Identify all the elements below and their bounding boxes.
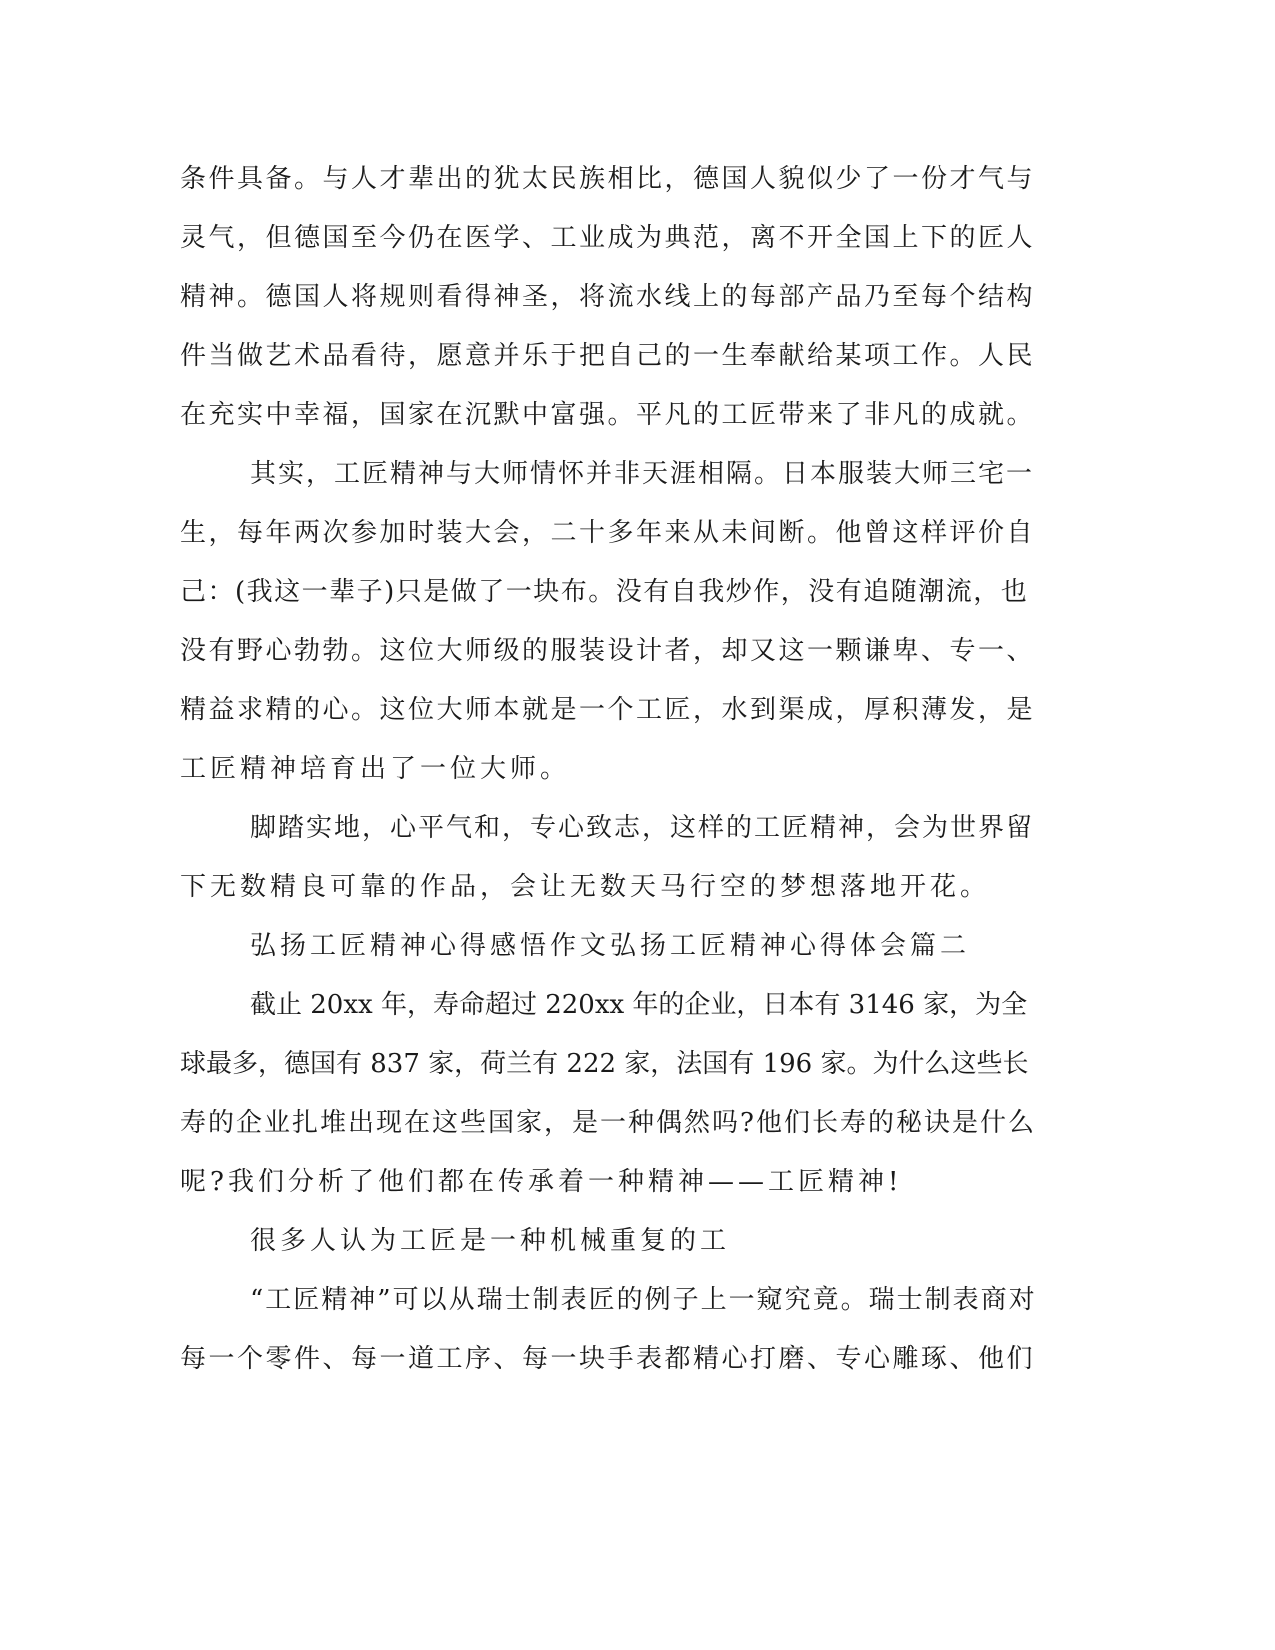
text-line: 每一个零件、每一道工序、每一块手表都精心打磨、专心雕琢、他们 [180,1344,1036,1374]
text-line: 在充实中幸福，国家在沉默中富强。平凡的工匠带来了非凡的成就。 [180,400,1036,430]
text-line: 球最多，德国有 837 家，荷兰有 222 家，法国有 196 家。为什么这些长 [180,1049,1029,1079]
text-line: 没有野心勃勃。这位大师级的服装设计者，却又这一颗谦卑、专一、 [180,636,1036,666]
text-line: “工匠精神”可以从瑞士制表匠的例子上一窥究竟。瑞士制表商对 [250,1285,1037,1315]
text-line: 己：(我这一辈子)只是做了一块布。没有自我炒作，没有追随潮流，也 [180,577,1029,607]
document-body [180,150,1040,1389]
text-line: 其实，工匠精神与大师情怀并非天涯相隔。日本服装大师三宅一 [250,459,1035,489]
text-line: 条件具备。与人才辈出的犹太民族相比，德国人貌似少了一份才气与 [180,164,1036,194]
text-line: 很多人认为工匠是一种机械重复的工 [250,1226,731,1256]
text-line: 下无数精良可靠的作品，会让无数天马行空的梦想落地开花。 [180,872,991,902]
text-line: 生，每年两次参加时装大会，二十多年来从未间断。他曾这样评价自 [180,518,1036,548]
text-line: 灵气，但德国至今仍在医学、工业成为典范，离不开全国上下的匠人 [180,223,1036,253]
text-line: 件当做艺术品看待，愿意并乐于把自己的一生奉献给某项工作。人民 [180,341,1036,371]
text-line: 呢?我们分析了他们都在传承着一种精神——工匠精神! [180,1167,903,1197]
text-line: 截止 20xx 年，寿命超过 220xx 年的企业，日本有 3146 家，为全 [250,990,1028,1020]
text-line: 弘扬工匠精神心得感悟作文弘扬工匠精神心得体会篇二 [250,931,971,961]
text-line: 精神。德国人将规则看得神圣，将流水线上的每部产品乃至每个结构 [180,282,1036,312]
text-line: 寿的企业扎堆出现在这些国家，是一种偶然吗?他们长寿的秘诀是什么 [180,1108,1036,1138]
text-line: 精益求精的心。这位大师本就是一个工匠，水到渠成，厚积薄发，是 [180,695,1036,725]
text-line: 脚踏实地，心平气和，专心致志，这样的工匠精神，会为世界留 [250,813,1035,843]
text-line: 工匠精神培育出了一位大师。 [180,754,571,784]
